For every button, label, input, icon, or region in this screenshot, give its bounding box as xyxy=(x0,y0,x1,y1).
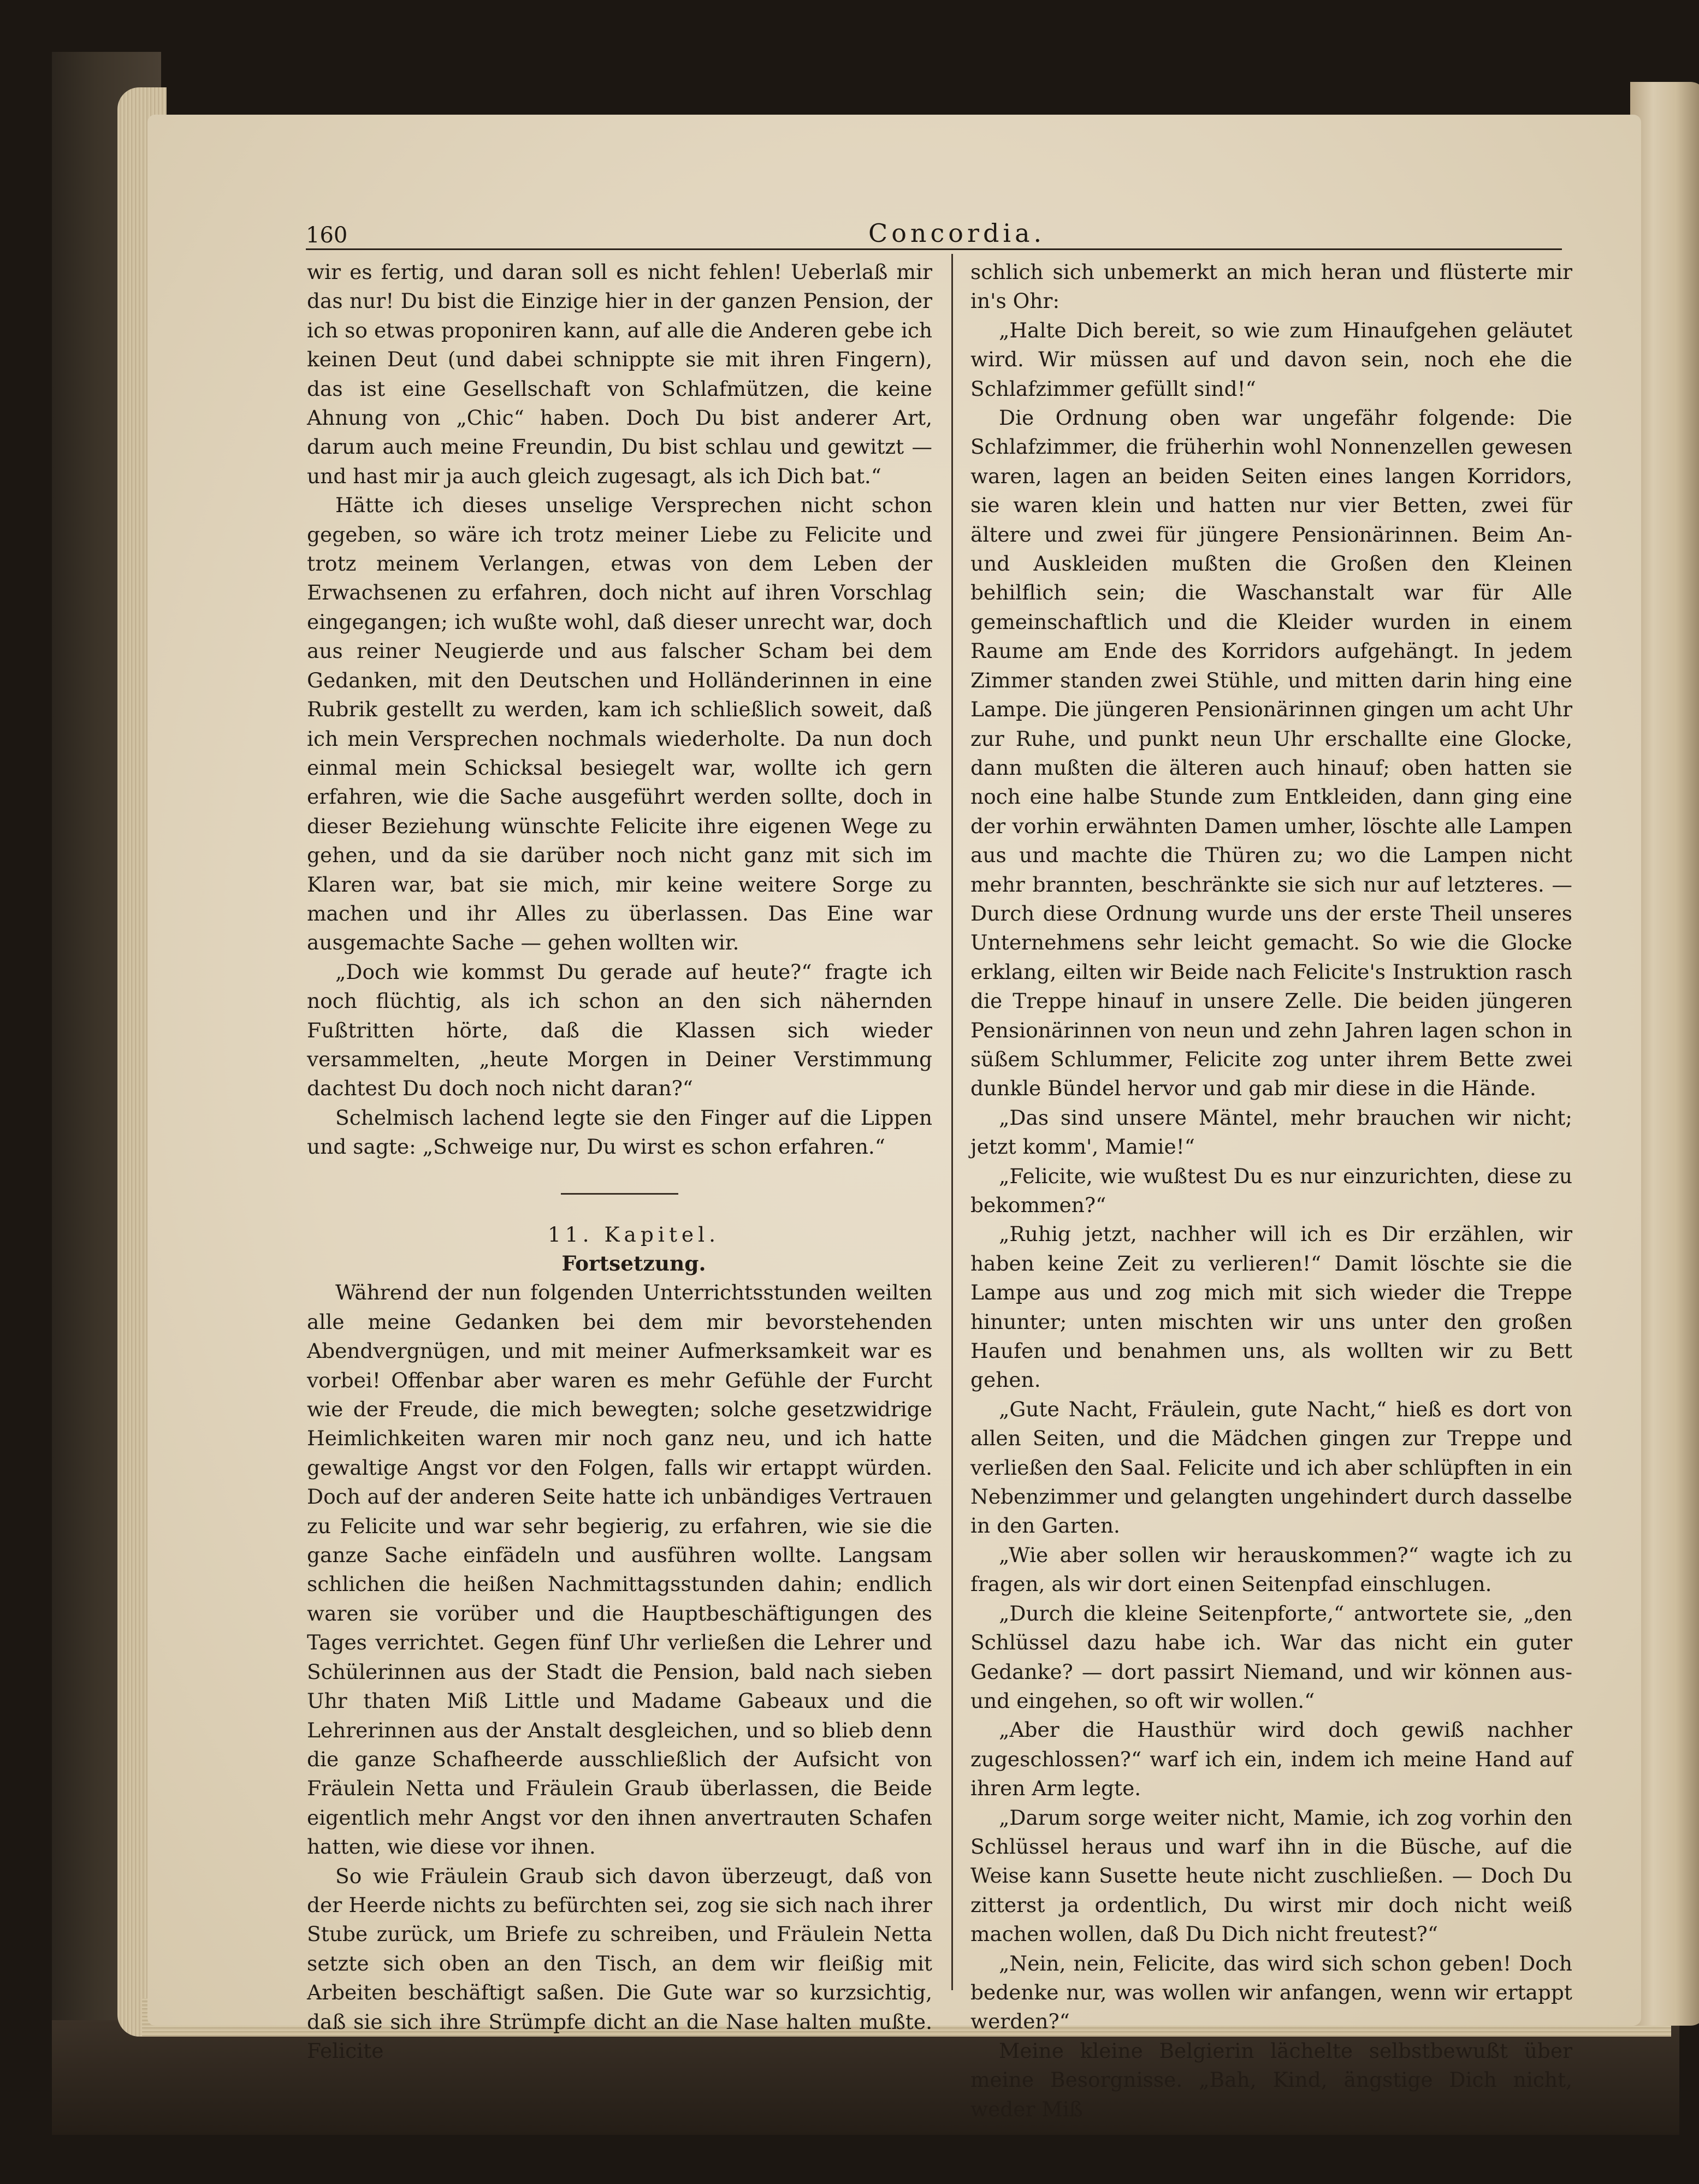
paragraph: „Ruhig jetzt, nachher will ich es Dir erzählen, wir haben keine Zeit zu verlieren!“ Damit löschte sie die Lampe aus und zog mich mit sich wieder die Treppe hinunter; unten mischten wir uns unter den großen Haufen und benahmen uns, als wollten wir zu Bett gehen. xyxy=(970,1222,1572,1392)
paragraph: „Aber die Hausthür wird doch gewiß nachher zugeschlossen?“ warf ich ein, indem ich meine Hand auf ihren Arm legte. xyxy=(970,1718,1572,1801)
page-number: 160 xyxy=(306,223,348,248)
chapter-number: 11. Kapitel. xyxy=(547,1222,720,1247)
chapter-title: Fortsetzung. xyxy=(561,1251,706,1275)
paragraph: „Darum sorge weiter nicht, Mamie, ich zog vorhin den Schlüssel heraus und warf ihn in die Büsche, auf die Weise kann Susette heute nicht zuschließen. — Doch Du zitterst ja ordentlich, Du wirst mir doch nicht weiß machen wollen, daß Du Dich nicht freutest?“ xyxy=(970,1805,1572,1946)
paragraph: „Halte Dich bereit, so wie zum Hinaufgehen geläutet wird. Wir müssen auf und davon sein, noch ehe die Schlafzimmer gefüllt sind!“ xyxy=(970,318,1572,401)
paragraph: „Wie aber sollen wir herauskommen?“ wagte ich zu fragen, als wir dort einen Seitenpfad einschlugen. xyxy=(970,1542,1572,1597)
paragraph: „Das sind unsere Mäntel, mehr brauchen wir nicht; jetzt komm', Mamie!“ xyxy=(970,1105,1572,1159)
paragraph: schlich sich unbemerkt an mich heran und flüsterte mir in's Ohr: xyxy=(970,260,1572,313)
paragraph: wir es fertig, und daran soll es nicht fehlen! Ueberlaß mir das nur! Du bist die Einzige hier in der ganzen Pension, der ich so etwas proponiren kann, auf alle die Anderen gebe ich keinen Deut (und dabei schnippte sie mit ihren Fingern), das ist eine Gesellschaft von Schlafmützen, die keine Ahnung von „Chic“ haben. Doch Du bist anderer Art, darum auch meine Freundin, Du bist schlau und gewitzt — und hast mir ja auch gleich zugesagt, als ich Dich bat.“ xyxy=(307,260,932,488)
right-column xyxy=(970,258,1572,2124)
column-divider xyxy=(951,254,953,1990)
paragraph: „Gute Nacht, Fräulein, gute Nacht,“ hieß es dort von allen Seiten, und die Mädchen gingen zur Treppe und verließen den Saal. Felicite und ich aber schlüpften in ein Nebenzimmer und gelangten ungehindert durch dasselbe in den Garten. xyxy=(970,1397,1572,1538)
paragraph: Hätte ich dieses unselige Versprechen nicht schon gegeben, so wäre ich trotz meiner Liebe zu Felicite und trotz meinem Verlangen, etwas von dem Leben der Erwachsenen zu erfahren, doch nicht auf ihren Vorschlag eingegangen; ich wußte wohl, daß dieser unrecht war, doch aus reiner Neugierde und aus falscher Scham bei dem Gedanken, mit den Deutschen und Holländerinnen in eine Rubrik gestellt zu werden, kam ich schließlich soweit, daß ich mein Versprechen nochmals wiederholte. Da nun doch einmal mein Schicksal besiegelt war, wollte ich gern erfahren, wie die Sache ausgeführt werden sollte, doch in dieser Beziehung wünschte Felicite ihre eigenen Wege zu gehen, und da sie darüber noch nicht ganz mit sich im Klaren war, bat sie mich, mir keine weitere Sorge zu machen und ihr Alles zu überlassen. Das Eine war ausgemachte Sache — gehen wollten wir. xyxy=(307,493,932,955)
paragraph: „Doch wie kommst Du gerade auf heute?“ fragte ich noch flüchtig, als ich schon an den sich nähernden Fußtritten hörte, daß die Klassen sich wieder versammelten, „heute Morgen in Deiner Verstimmung dachtest Du doch noch nicht daran?“ xyxy=(307,959,932,1101)
running-head: Concordia. xyxy=(868,218,1046,248)
paragraph: Schelmisch lachend legte sie den Finger auf die Lippen und sagte: „Schweige nur, Du wirst es schon erfahren.“ xyxy=(307,1105,932,1159)
left-column xyxy=(307,258,932,2066)
paragraph: „Nein, nein, Felicite, das wird sich schon geben! Doch bedenke nur, was wollen wir anfangen, wenn wir ertappt werden?“ xyxy=(970,1951,1572,2034)
paragraph: „Felicite, wie wußtest Du es nur einzurichten, diese zu bekommen?“ xyxy=(970,1164,1572,1217)
paragraph: „Durch die kleine Seitenpforte,“ antwortete sie, „den Schlüssel dazu habe ich. War das nicht ein guter Gedanke? — dort passirt Niemand, und wir können aus- und eingehen, so oft wir wollen.“ xyxy=(970,1601,1572,1713)
section-separator xyxy=(561,1193,678,1195)
paragraph: Die Ordnung oben war ungefähr folgende: Die Schlafzimmer, die früherhin wohl Nonnenzellen gewesen waren, lagen an beiden Seiten eines langen Korridors, sie waren klein und hatten nur vier Betten, zwei für ältere und zwei für jüngere Pensionärinnen. Beim An- und Auskleiden mußten die Großen den Kleinen behilflich sein; die Waschanstalt war für Alle gemeinschaftlich und die Kleider wurden in einem Raume am Ende des Korridors aufgehängt. In jedem Zimmer standen zwei Stühle, und mitten darin hing eine Lampe. Die jüngeren Pensionärinnen gingen um acht Uhr zur Ruhe, und punkt neun Uhr erschallte eine Glocke, dann mußten die älteren auch hinauf; oben hatten sie noch eine halbe Stunde zum Entkleiden, dann ging eine der vorhin erwähnten Damen umher, löschte alle Lampen aus und machte die Thüren zu; wo die Lampen nicht mehr brannten, beschränkte sie sich nur auf letzteres. — Durch diese Ordnung wurde uns der erste Theil unseres Unternehmens sehr leicht gemacht. So wie die Glocke erklang, eilten wir Beide nach Felicite's Instruktion rasch die Treppe hinauf in unsere Zelle. Die beiden jüngeren Pensionärinnen von neun und zehn Jahren lagen schon in süßem Schlummer, Felicite zog unter ihrem Bette zwei dunkle Bündel hervor und gab mir diese in die Hände. xyxy=(970,406,1572,1101)
paragraph: So wie Fräulein Graub sich davon überzeugt, daß von der Heerde nichts zu befürchten sei, zog sie sich nach ihrer Stube zurück, um Briefe zu schreiben, und Fräulein Netta setzte sich oben an den Tisch, an dem wir fleißig mit Arbeiten beschäftigt saßen. Die Gute war so kurzsichtig, daß sie sich ihre Strümpfe dicht an die Nase halten mußte. Felicite xyxy=(307,1863,932,2063)
paragraph: Meine kleine Belgierin lächelte selbstbewußt über meine Besorgnisse. „Bah, Kind, ängstige Dich nicht, weder Miß xyxy=(970,2038,1572,2121)
paragraph: Während der nun folgenden Unterrichtsstunden weilten alle meine Gedanken bei dem mir bevorstehenden Abendvergnügen, und mit meiner Aufmerksamkeit war es vorbei! Offenbar aber waren es mehr Gefühle der Furcht wie der Freude, die mich bewegten; solche gesetzwidrige Heimlichkeiten waren mir noch ganz neu, und ich hatte gewaltige Angst vor den Folgen, falls wir ertappt würden. Doch auf der anderen Seite hatte ich unbändiges Vertrauen zu Felicite und war sehr begierig, zu erfahren, wie sie die ganze Sache einfädeln und ausführen wollte. Langsam schlichen die heißen Nachmittagsstunden dahin; endlich waren sie vorüber und die Hauptbeschäftigungen des Tages verrichtet. Gegen fünf Uhr verließen die Lehrer und Schülerinnen aus der Stadt die Pension, bald nach sieben Uhr thaten Miß Little und Madame Gabeaux und die Lehrerinnen aus der Anstalt desgleichen, und so blieb denn die ganze Schafheerde ausschließlich der Aufsicht von Fräulein Netta und Fräulein Graub überlassen, die Beide eigentlich mehr Angst vor den ihnen anvertrauten Schafen hatten, wie diese vor ihnen. xyxy=(307,1280,932,1859)
